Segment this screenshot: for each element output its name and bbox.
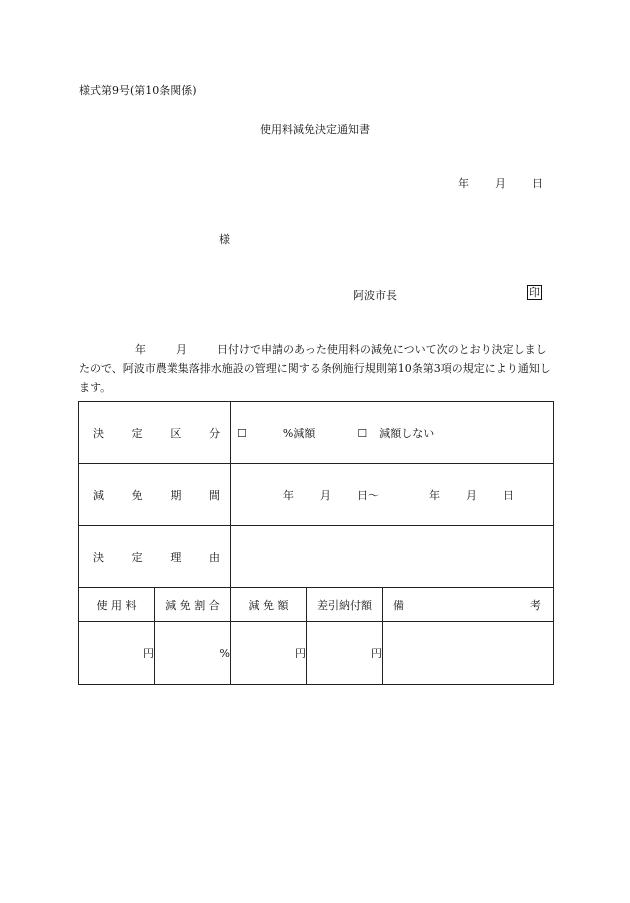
amount-header-row xyxy=(79,588,554,622)
no-reduction-checkbox[interactable]: ☐ xyxy=(357,426,368,440)
decision-table xyxy=(78,401,554,685)
reduction-amount-value[interactable]: 円 xyxy=(231,622,307,685)
reduction-period-label: 減 免 期 間 xyxy=(79,464,231,526)
usage-fee-value[interactable]: 円 xyxy=(79,622,155,685)
decision-category-row xyxy=(79,402,554,464)
body-text: 日付けで申請のあった使用料の減免について次のとおり決定しましたので、阿波市農業集落排水施設の管理に関する条例施行規則第10条第3項の規定により通知します。 xyxy=(79,343,551,394)
decision-reason-row xyxy=(79,526,554,588)
sender-name: 阿波市長 xyxy=(353,289,397,302)
remarks-header: 備 考 xyxy=(383,588,554,622)
seal-mark: 印 xyxy=(529,286,540,299)
issue-date xyxy=(458,175,543,191)
amount-value-row xyxy=(79,622,554,685)
no-reduction-option-label: 減額しない xyxy=(379,426,435,440)
date-month: 月 xyxy=(495,177,506,190)
net-payment-header: 差引納付額 xyxy=(307,588,383,622)
remarks-value[interactable] xyxy=(383,622,554,685)
addressee: 様 xyxy=(219,233,230,246)
date-year: 年 xyxy=(458,177,469,190)
net-payment-value[interactable]: 円 xyxy=(307,622,383,685)
date-day: 日 xyxy=(532,177,543,190)
form-number: 様式第9号(第10条関係) xyxy=(79,84,197,97)
reduction-rate-value[interactable]: % xyxy=(155,622,231,685)
document-title: 使用料減免決定通知書 xyxy=(260,123,370,136)
body-month: 月 xyxy=(176,343,187,356)
reduction-period-value: 年 月 日〜 年 月 日 xyxy=(231,464,554,526)
decision-category-label: 決 定 区 分 xyxy=(79,402,231,464)
reduction-option-label: %減額 xyxy=(282,426,316,440)
decision-reason-value[interactable] xyxy=(231,526,554,588)
decision-reason-label: 決 定 理 由 xyxy=(79,526,231,588)
reduction-rate-header: 減 免 割 合 xyxy=(155,588,231,622)
reduction-amount-header: 減 免 額 xyxy=(231,588,307,622)
notice-body xyxy=(79,340,551,397)
reduction-checkbox[interactable]: ☐ xyxy=(237,426,247,440)
reduction-period-row xyxy=(79,464,554,526)
body-year: 年 xyxy=(135,343,146,356)
decision-category-value xyxy=(231,402,554,464)
usage-fee-header: 使 用 料 xyxy=(79,588,155,622)
